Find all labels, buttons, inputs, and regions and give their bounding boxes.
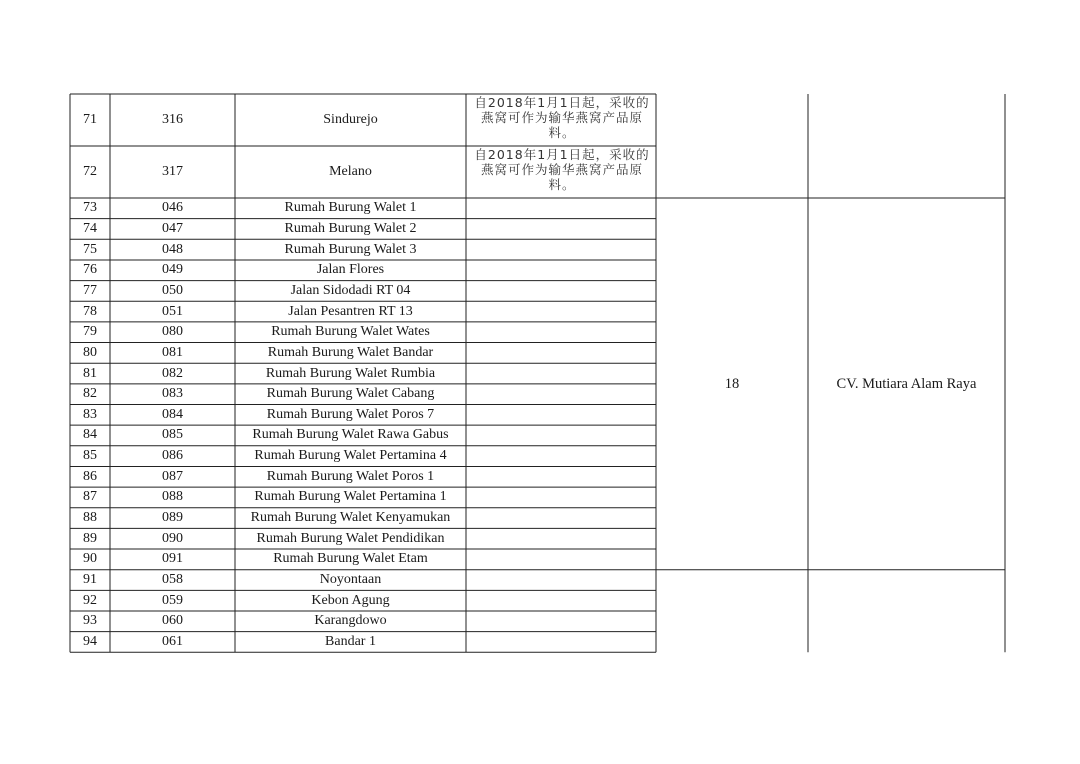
location-name-cell: Rumah Burung Walet Kenyamukan <box>250 510 451 526</box>
row-number-cell: 80 <box>83 344 97 360</box>
registration-code-cell: 080 <box>162 324 183 340</box>
registration-code-cell: 047 <box>162 220 183 236</box>
location-name-cell: Noyontaan <box>319 572 382 587</box>
registration-code-cell: 049 <box>162 262 183 278</box>
company-name-cell: CV. Mutiara Alam Raya <box>836 375 977 392</box>
row-number-cell: 84 <box>83 427 97 443</box>
registration-code-cell: 060 <box>162 613 183 629</box>
registration-code-cell: 087 <box>162 468 183 484</box>
registration-code-cell: 083 <box>162 386 183 402</box>
location-name-cell: Rumah Burung Walet Bandar <box>267 344 434 360</box>
remark-note-cell: 自2018年1月1日起，采收的燕窝可作为输华燕窝产品原料。 <box>474 147 650 192</box>
row-number-cell: 89 <box>83 530 97 546</box>
location-name-cell: Rumah Burung Walet Poros 7 <box>266 406 435 422</box>
registration-code-cell: 317 <box>162 164 183 179</box>
row-number-cell: 90 <box>83 551 97 567</box>
row-number-cell: 92 <box>83 592 97 608</box>
row-number-cell: 86 <box>83 468 97 484</box>
row-number-cell: 83 <box>83 406 97 422</box>
registration-code-cell: 088 <box>162 489 183 505</box>
row-number-cell: 79 <box>83 324 97 340</box>
location-name-cell: Rumah Burung Walet Rumbia <box>265 365 436 381</box>
registration-code-cell: 085 <box>162 427 183 443</box>
registration-code-cell: 048 <box>162 241 183 257</box>
registration-code-cell: 316 <box>162 112 183 127</box>
row-number-cell: 93 <box>83 613 97 629</box>
row-number-cell: 75 <box>83 241 97 257</box>
registration-code-cell: 061 <box>162 633 183 649</box>
registration-code-cell: 059 <box>162 592 183 608</box>
registration-code-cell: 086 <box>162 448 183 464</box>
registration-code-cell: 051 <box>162 303 183 319</box>
registration-code-cell: 081 <box>162 344 183 360</box>
row-number-cell: 82 <box>83 386 97 402</box>
row-number-cell: 71 <box>83 112 97 127</box>
location-name-cell: Rumah Burung Walet Cabang <box>266 386 435 402</box>
location-name-cell: Jalan Sidodadi RT 04 <box>290 282 411 298</box>
registration-code-cell: 089 <box>162 510 183 526</box>
row-number-cell: 87 <box>83 489 97 505</box>
row-number-cell: 76 <box>83 262 97 278</box>
registration-code-cell: 082 <box>162 365 183 381</box>
registration-code-cell: 058 <box>162 572 183 587</box>
location-name-cell: Jalan Flores <box>316 262 385 278</box>
location-name-cell: Rumah Burung Walet Pertamina 1 <box>254 489 447 505</box>
location-name-cell: Rumah Burung Walet Poros 1 <box>266 468 435 484</box>
location-name-cell: Bandar 1 <box>325 633 376 649</box>
location-name-cell: Sindurejo <box>323 112 378 127</box>
row-number-cell: 74 <box>83 220 97 236</box>
location-name-cell: Kebon Agung <box>311 592 390 608</box>
location-name-cell: Rumah Burung Walet Etam <box>273 551 428 567</box>
group-number-cell: 18 <box>724 375 740 392</box>
location-name-cell: Rumah Burung Walet Pendidikan <box>256 530 445 546</box>
row-number-cell: 77 <box>83 282 97 298</box>
location-name-cell: Jalan Pesantren RT 13 <box>288 303 413 319</box>
row-number-cell: 88 <box>83 510 97 526</box>
remark-note-cell: 自2018年1月1日起，采收的燕窝可作为输华燕窝产品原料。 <box>474 95 650 140</box>
registration-code-cell: 090 <box>162 530 183 546</box>
location-name-cell: Melano <box>329 164 372 179</box>
row-number-cell: 72 <box>83 164 97 179</box>
location-name-cell: Rumah Burung Walet 3 <box>284 241 417 257</box>
registration-code-cell: 084 <box>162 406 183 422</box>
row-number-cell: 85 <box>83 448 97 464</box>
location-name-cell: Rumah Burung Walet 1 <box>284 200 417 216</box>
row-number-cell: 73 <box>83 200 97 216</box>
location-name-cell: Rumah Burung Walet Wates <box>271 324 430 340</box>
row-number-cell: 81 <box>83 365 97 381</box>
location-name-cell: Karangdowo <box>314 613 387 629</box>
row-number-cell: 78 <box>83 303 97 319</box>
row-number-cell: 91 <box>83 572 97 587</box>
registration-code-cell: 091 <box>162 551 183 567</box>
location-name-cell: Rumah Burung Walet Pertamina 4 <box>254 448 447 464</box>
registration-code-cell: 046 <box>162 200 183 216</box>
location-name-cell: Rumah Burung Walet 2 <box>284 220 417 236</box>
location-name-cell: Rumah Burung Walet Rawa Gabus <box>252 427 449 443</box>
registration-code-cell: 050 <box>162 282 183 298</box>
row-number-cell: 94 <box>83 633 97 649</box>
